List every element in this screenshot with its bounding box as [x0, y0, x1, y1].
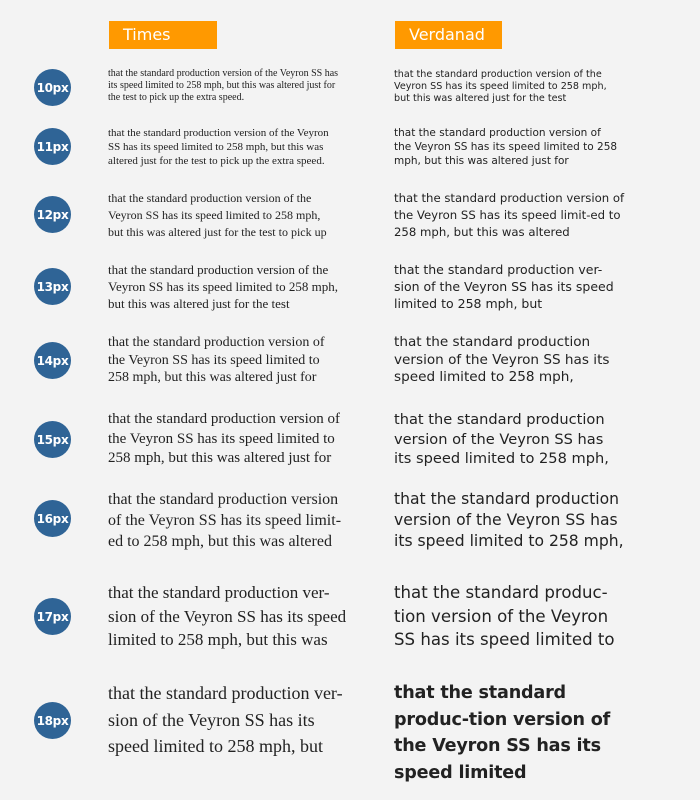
- font-size-badge-18: 18px: [34, 702, 71, 739]
- times-sample-10: that the standard production version of the Veyron SS has its speed limited to 258 mph, but this was altered just for the test to pick up the extra speed.: [108, 68, 339, 104]
- verdana-sample-17: that the standard produc-tion version of the Veyron SS has its speed limited to: [394, 583, 615, 649]
- font-size-badge-14: 14px: [34, 342, 71, 379]
- verdana-sample-11: that the standard production version of the Veyron SS has its speed limited to 258 mph, but this was altered just for: [394, 127, 618, 167]
- font-size-badge-10: 10px: [34, 69, 71, 106]
- verdana-sample-18: that the standard produc-tion version of the Veyron SS has its speed limited: [394, 683, 611, 783]
- times-sample-16: that the standard production version of the Veyron SS has its speed limit-ed to 258 mph, but this was altered: [108, 491, 342, 550]
- font-size-badge-15: 15px: [34, 421, 71, 458]
- font-size-badge-17: 17px: [34, 598, 71, 635]
- times-sample-14: that the standard production version of the Veyron SS has its speed limited to 258 mph, but this was altered just for: [108, 335, 325, 385]
- verdana-sample-13: that the standard production ver-sion of the Veyron SS has its speed limited to 258 mph, but: [394, 262, 614, 311]
- times-sample-12: that the standard production version of the Veyron SS has its speed limited to 258 mph, but this was altered just for the test to pick up: [108, 191, 327, 239]
- font-size-badge-16: 16px: [34, 500, 71, 537]
- times-sample-11: that the standard production version of the Veyron SS has its speed limited to 258 mph, but this was altered just for the test to pick up the extra speed.: [108, 127, 329, 167]
- verdana-sample-10: that the standard production version of the Veyron SS has its speed limited to 258 mph, but this was altered just for the test: [394, 69, 607, 105]
- verdana-sample-14: that the standard production version of the Veyron SS has its speed limited to 258 mph,: [394, 334, 610, 385]
- times-sample-13: that the standard production version of the Veyron SS has its speed limited to 258 mph, but this was altered just for the test: [108, 262, 339, 311]
- verdana-column-header: Verdanad: [395, 21, 502, 49]
- verdana-sample-12: that the standard production version of the Veyron SS has its speed limit-ed to 258 mph, but this was altered: [394, 191, 625, 239]
- times-sample-17: that the standard production ver-sion of the Veyron SS has its speed limited to 258 mph, but this was: [108, 583, 347, 649]
- times-column-header: Times: [109, 21, 217, 49]
- times-sample-18: that the standard production ver-sion of the Veyron SS has its speed limited to 258 mph, but: [108, 683, 343, 756]
- verdana-sample-15: that the standard production version of the Veyron SS has its speed limited to 258 mph,: [394, 411, 609, 467]
- verdana-sample-16: that the standard production version of the Veyron SS has its speed limited to 258 mph,: [394, 490, 624, 550]
- font-size-badge-12: 12px: [34, 196, 71, 233]
- font-size-badge-11: 11px: [34, 128, 71, 165]
- times-sample-15: that the standard production version of the Veyron SS has its speed limited to 258 mph, but this was altered just for: [108, 411, 341, 466]
- font-size-badge-13: 13px: [34, 268, 71, 305]
